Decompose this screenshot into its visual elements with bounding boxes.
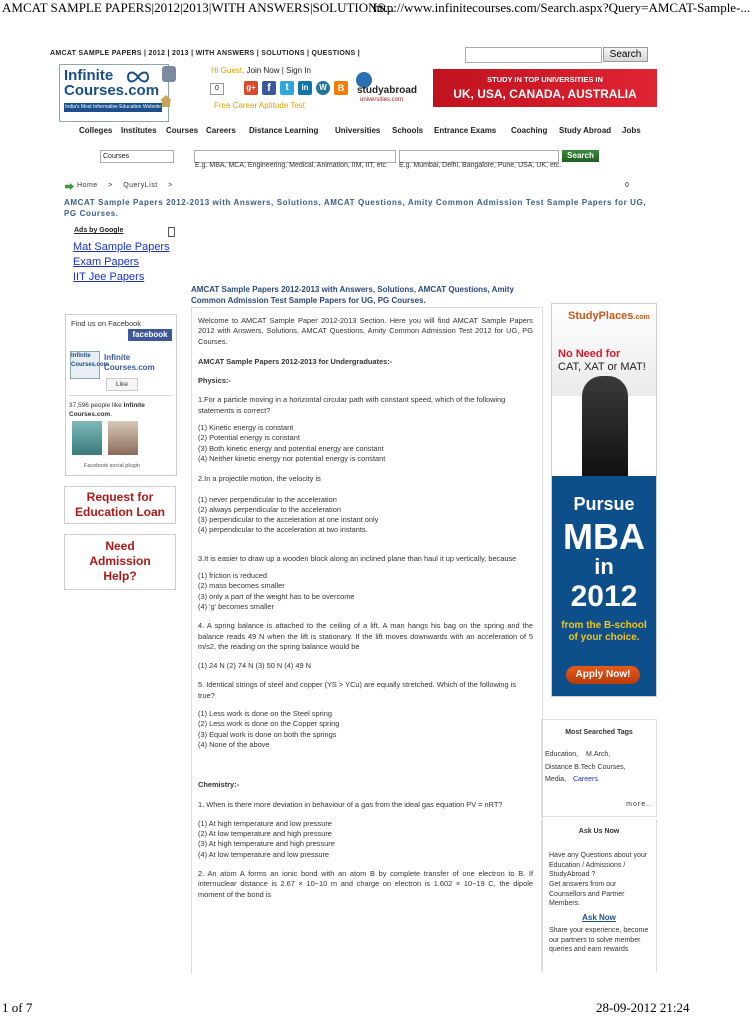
ad-year: 2012 (570, 580, 638, 613)
question-2: 2.In a projectile motion, the velocity is (198, 474, 321, 484)
nav-careers[interactable]: Careers (206, 126, 236, 135)
option: (4) None of the above (198, 739, 270, 749)
breadcrumb-sep: > (168, 182, 173, 189)
arrow-right-icon (65, 183, 74, 190)
site-logo[interactable] (59, 64, 169, 122)
option: (1) 24 N (2) 74 N (3) 50 N (4) 49 N (198, 661, 311, 671)
chem-question-2: 2. An atom A forms an ionic bond with an atom B by complete transfer of one electron to B. If internuclear distance is 2.67 × 10−10 m and charge on electron is 1.602 × 10−19 C, the dipole moment of the bond is (198, 868, 533, 899)
fan-avatar[interactable] (72, 421, 102, 455)
thumb-line1: Infinite (71, 353, 91, 359)
ask-text3: Share your experience, become our partners to solve member queries and earn rewards (549, 927, 649, 953)
google-plus-icon[interactable]: g+ (244, 81, 258, 95)
option: (2) At low temperature and high pressure (198, 829, 332, 839)
site-search-button[interactable]: Search (603, 47, 648, 62)
tag-link[interactable]: Media, (545, 776, 567, 783)
wordpress-icon[interactable]: W (316, 81, 330, 95)
fb-count-text: 37,596 people like (69, 402, 122, 409)
site-search-input[interactable] (465, 47, 602, 63)
option: (1) never perpendicular to the acceleration (198, 494, 337, 504)
option: (3) At high temperature and high pressure (198, 839, 335, 849)
breadcrumb-querylist[interactable]: QueryList (123, 182, 158, 189)
facebook-logo[interactable]: facebook (128, 329, 172, 341)
option: (4) At low temperature and low pressure (198, 849, 330, 859)
nav-coaching[interactable]: Coaching (511, 126, 548, 135)
course-search-button[interactable]: Search (562, 150, 599, 162)
category-select[interactable]: Courses (100, 150, 174, 163)
option: (2) Less work is done on the Copper spring (198, 719, 340, 729)
nav-jobs[interactable]: Jobs (622, 126, 641, 135)
breadcrumb (77, 182, 181, 189)
ad-link[interactable]: Mat Sample Papers (73, 241, 170, 253)
separator: | (281, 66, 284, 75)
physics-heading: Physics:- (198, 376, 231, 386)
nav-colleges[interactable]: Colleges (79, 126, 113, 135)
question-1: 1.For a particle moving in a horizontal circular path with constant speed, which of the following statements is correct? (198, 395, 506, 415)
like-counter: 0 (210, 83, 224, 95)
join-now-link[interactable]: Join Now (246, 66, 280, 75)
fb-page-name[interactable] (104, 353, 155, 373)
article-heading: AMCAT Sample Papers 2012-2013 with Answers, Solutions, AMCAT Questions, Amity Common Admission Test Sample Papers for UG, PG Courses. (191, 285, 514, 305)
option: (4) 'g' becomes smaller (198, 601, 274, 611)
ad-apply-button[interactable]: Apply Now! (566, 666, 640, 684)
fb-page-link[interactable]: Infinite Courses.com (69, 402, 145, 418)
nav-entrance-exams[interactable]: Entrance Exams (434, 126, 497, 135)
ad-in: in (594, 554, 614, 579)
logo-word-infinite: Infinite (64, 67, 114, 84)
twitter-icon[interactable]: t (280, 81, 294, 95)
breadcrumb-home[interactable]: Home (77, 182, 98, 189)
option: (4) perpendicular to the acceleration at two instants. (198, 525, 368, 535)
ads-label[interactable]: Ads by Google (74, 227, 124, 234)
ad-brand-name: StudyPlaces (568, 310, 634, 322)
linkedin-icon[interactable]: in (298, 81, 312, 95)
fb-people-like (69, 401, 173, 419)
education-loan-button[interactable]: Request for Education Loan (64, 486, 176, 524)
option: (3) perpendicular to the acceleration at one instant only (198, 515, 379, 525)
tag-link[interactable]: M.Arch, (586, 751, 611, 758)
pdf-url: http://www.infinitecourses.com/Search.aspx?Query=AMCAT-Sample-... (373, 0, 750, 15)
logo-word-courses: Courses.com (64, 82, 160, 99)
tags-more-link[interactable]: more.. (626, 801, 652, 808)
option: (2) mass becomes smaller (198, 581, 285, 591)
facebook-like-box (65, 314, 177, 476)
nav-distance-learning[interactable]: Distance Learning (249, 126, 319, 135)
tag-link[interactable]: Education, (545, 751, 579, 758)
nav-courses[interactable]: Courses (166, 126, 199, 135)
ask-text2: Get answers from our Counsellors and Partner Members. (549, 881, 625, 907)
question-4: 4. A spring balance is attached to the ceiling of a lift. A man hangs his bag on the spring and the balance reads 49 N when the lift is stationary. If the lift moves downwards with an acceleration of 5 m/s2, the reading on the spring balance would be (198, 621, 533, 651)
ad-line2: CAT, XAT or MAT! (558, 361, 646, 373)
tag-link[interactable]: Distance B.Tech Courses, (545, 763, 626, 771)
chemistry-heading: Chemistry:- (198, 780, 240, 790)
mba-advertisement[interactable] (551, 303, 657, 697)
greeting-text: Hi Guest, (211, 66, 245, 75)
option: (3) Equal work is done on both the springs (198, 729, 337, 739)
nav-schools[interactable]: Schools (392, 126, 424, 135)
option: (4) Neither kinetic energy nor potential energy is constant (198, 453, 386, 463)
ad-link[interactable]: IIT Jee Papers (73, 271, 145, 283)
ad-from2: of your choice. (568, 632, 640, 643)
nav-universities[interactable]: Universities (335, 126, 381, 135)
tags-list (545, 749, 655, 787)
pdf-page-number: 1 of 7 (2, 1000, 33, 1015)
question-5: 5. Identical strings of steel and copper (YS > YCu) are equally stretched. Which of the following is true? (198, 680, 517, 700)
question-3: 3.It is easier to draw up a wooden block along an inclined plane than haul it up vertically, because (198, 553, 517, 563)
ad-link[interactable]: Exam Papers (73, 256, 140, 268)
ug-heading: AMCAT Sample Papers 2012-2013 for Undergraduates:- (198, 356, 393, 366)
nav-study-abroad[interactable]: Study Abroad (559, 126, 612, 135)
adchoices-icon[interactable] (168, 227, 175, 237)
tags-box (541, 719, 657, 817)
option: (1) Kinetic energy is constant (198, 423, 294, 433)
ad-brand-suffix: .com (633, 314, 650, 321)
option: (2) Potential energy is constant (198, 433, 300, 443)
ask-text1: Have any Questions about your Education / Admissions / StudyAbroad ? (549, 852, 648, 878)
divider (69, 395, 171, 396)
location-hint: E.g. Mumbai, Delhi, Bangalore, Pune, USA, UK, etc. (399, 162, 562, 169)
sign-in-link[interactable]: Sign In (286, 66, 311, 75)
page-thumbnail[interactable] (70, 351, 110, 379)
pdf-datetime: 28-09-2012 21:24 (596, 1000, 690, 1015)
option: (2) always perpendicular to the acceleration (198, 504, 341, 514)
facebook-icon[interactable]: f (262, 81, 276, 95)
page-heading: AMCAT SAMPLE PAPERS | 2012 | 2013 | WITH ANSWERS | SOLUTIONS | QUESTIONS | (50, 50, 360, 57)
fb-page-name-line1: Infinite (104, 353, 131, 362)
article-body (198, 316, 533, 900)
banner-line1: STUDY IN TOP UNIVERSITIES IN (487, 75, 603, 84)
fan-avatar[interactable] (108, 421, 138, 455)
chem-question-1: 1. When is there more deviation in behaviour of a gas from the ideal gas equation PV = nRT? (198, 799, 503, 809)
ad-brand (568, 310, 650, 322)
option: (3) Both kinetic energy and potential energy are constant (198, 443, 384, 453)
logo-tagline: India's Most Informative Education Website (65, 104, 161, 110)
page-title: AMCAT Sample Papers 2012-2013 with Answers, Solutions, AMCAT Questions, Amity Common Admission Test Sample Papers for UG, PG Courses. (64, 198, 647, 218)
fb-page-name-line2: Courses.com (104, 363, 155, 372)
fb-count-end: . (110, 411, 112, 418)
option: (1) Less work is done on the Steel spring (198, 709, 332, 719)
ad-pursue: Pursue (573, 494, 635, 514)
studyabroad-logo[interactable]: studyabroad (357, 85, 418, 96)
banner-line2: UK, USA, CANADA, AUSTRALIA (453, 87, 637, 101)
guest-line (211, 66, 311, 75)
fb-like-button[interactable]: Like (106, 378, 138, 391)
ask-now-link[interactable]: Ask Now (582, 913, 616, 922)
tag-link[interactable]: Careers. (572, 776, 600, 783)
pdf-title: AMCAT SAMPLE PAPERS|2012|2013|WITH ANSWERS|SOLUTIONS... (2, 0, 395, 15)
blogger-icon[interactable]: B (334, 81, 348, 95)
option: (1) At high temperature and low pressure (198, 818, 332, 828)
ask-us-box (541, 820, 657, 972)
thumb-line2: Courses.com (71, 362, 110, 368)
admission-help-button[interactable]: Need Admission Help? (64, 534, 176, 590)
tags-heading: Most Searched Tags (565, 729, 633, 736)
nav-institutes[interactable]: Institutes (121, 126, 157, 135)
fb-find-us: Find us on Facebook (71, 319, 142, 328)
ad-from1: from the B-school (561, 620, 647, 631)
studyabroad-domain: universities.com (360, 97, 404, 103)
breadcrumb-count: 0 (625, 182, 629, 189)
rss-icon[interactable] (162, 66, 176, 82)
option: (3) only a part of the weight has to be overcome (198, 591, 355, 601)
breadcrumb-sep: > (108, 182, 113, 189)
fb-plugin-label: Facebook social plugin (84, 463, 140, 469)
course-hint: E.g. MBA, MCA, Engineering, Medical, Animation, IIM, IIT, etc. (195, 162, 388, 169)
ad-person-image (582, 376, 628, 476)
ad-line1: No Need for (558, 348, 621, 360)
ask-heading: Ask Us Now (578, 828, 620, 835)
option: (1) friction is reduced (198, 571, 268, 581)
ads-list (73, 240, 170, 282)
article-intro: Welcome to AMCAT Sample Paper 2012-2013 Section. Here you will find AMCAT Sample Papers 2012 with Answers, Solutions, AMCAT Questions, Amity Common Admission Test 2012 for UG, PG Courses. (198, 316, 533, 346)
aptitude-test-link[interactable]: Free Career Aptitude Test (214, 101, 306, 110)
ad-mba: MBA (563, 516, 645, 557)
study-abroad-banner[interactable] (433, 69, 657, 107)
